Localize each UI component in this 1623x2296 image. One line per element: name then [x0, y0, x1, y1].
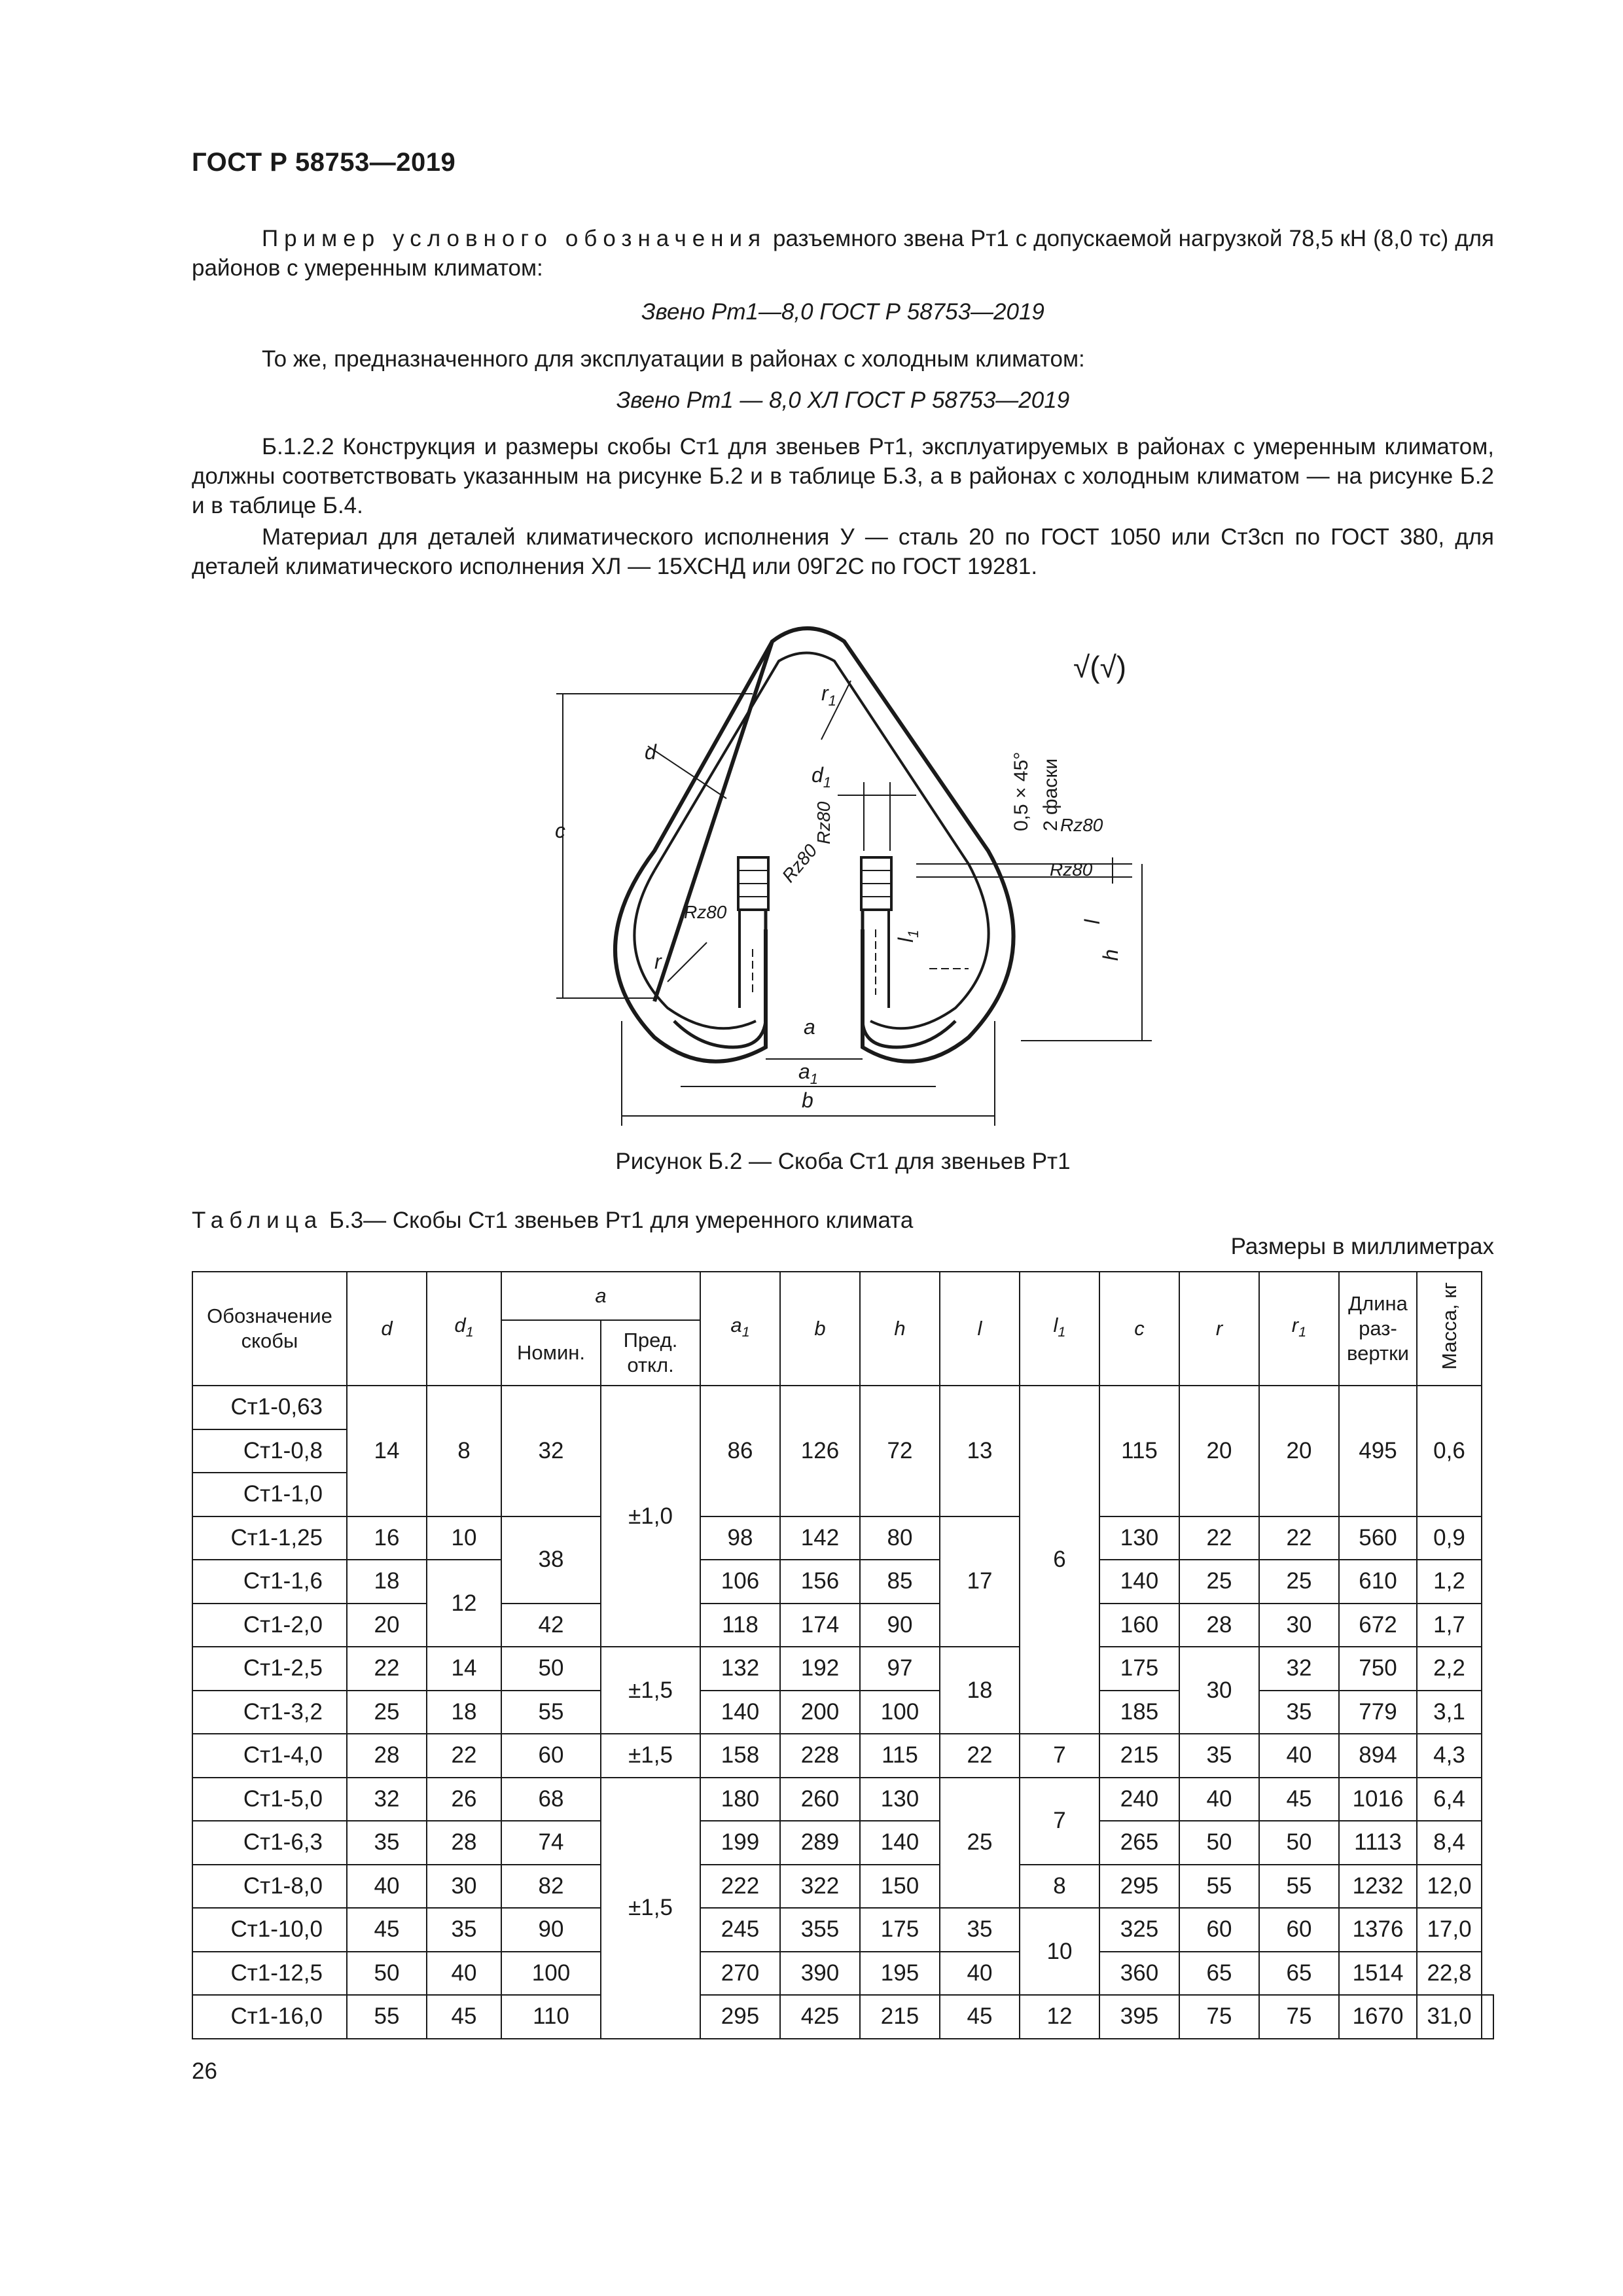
example-text: разъемного звена Рт1 с допускаемой нагрузкой 78,5 кН (8,0 тс) для районов с умеренным климатом: [192, 226, 1494, 281]
figure-caption: Рисунок Б.2 — Скоба Ст1 для звеньев Рт1 [615, 1149, 1071, 1174]
table-row: Ст1-10,0 45 35 90 245 355 175 35 10 325 60 60 1376 17,0 [192, 1908, 1493, 1952]
table-row: Ст1-6,3 35 28 74 199 289 140 265 50 50 1113 8,4 [192, 1821, 1493, 1865]
header-b: b [780, 1272, 860, 1386]
label-r: r [654, 950, 662, 973]
dim-d1 [838, 782, 916, 851]
dim-h [1021, 864, 1152, 1041]
header-designation: Обозначение скобы [192, 1272, 347, 1386]
label-h: h [1099, 949, 1122, 961]
rz-label-left: Rz80 [684, 902, 727, 922]
table-title [192, 1208, 913, 1234]
shackle-drawing [537, 609, 1191, 1145]
label-r1: $r_1$ [821, 681, 836, 709]
header-mass: Масса, кг [1417, 1272, 1482, 1386]
designation-example-1: Звено Рт1—8,0 ГОСТ Р 58753—2019 [641, 299, 1044, 325]
example-paragraph [192, 224, 1494, 283]
table-units: Размеры в миллиметрах [1230, 1234, 1494, 1259]
clause-b122: Б.1.2.2 Конструкция и размеры скобы Ст1 для звеньев Рт1, эксплуатируемых в районах с умеренным климатом, должны соответствовать указанным на рисунке Б.2 и в таблице Б.3, а в районах с холодным климатом — на рисунке Б.2 и в таблице Б.4. [192, 434, 1494, 518]
table-row: Ст1-5,0 32 26 68 ±1,5 180 260 130 25 7 240 40 45 1016 6,4 [192, 1778, 1493, 1821]
table-row: Ст1-1,25 16 10 38 98 142 80 17 130 22 22 560 0,9 [192, 1516, 1493, 1560]
rz-label-right: Rz80 [1050, 859, 1093, 880]
header-r1: $r_1$ [1259, 1272, 1339, 1386]
header-r: r [1179, 1272, 1259, 1386]
label-d1: $d_1$ [812, 763, 832, 791]
surface-roughness-mark: √(√) [1073, 650, 1127, 684]
header-a-nominal: Номин. [501, 1320, 601, 1386]
table-row: Ст1-0,63 14 8 32 ±1,0 86 126 72 13 6 115 20 20 495 0,6 [192, 1386, 1493, 1429]
rz-label-d1: Rz80 [813, 801, 834, 844]
header-l1: $l_1$ [1020, 1272, 1099, 1386]
label-a1: $a_1$ [798, 1060, 819, 1087]
material-paragraph: Материал для деталей климатического исполнения У — сталь 20 по ГОСТ 1050 или Ст3сп по ГОСТ 380, для деталей климатического исполнения ХЛ — 15ХСНД или 09Г2С по ГОСТ 19281. [192, 524, 1494, 579]
table-row: Ст1-16,0 55 45 110 295 425 215 45 12 395 75 75 1670 31,0 [192, 1995, 1493, 2039]
label-l1: $l_1$ [894, 929, 921, 942]
header-a1: $a_1$ [700, 1272, 780, 1386]
label-d: d [645, 740, 656, 764]
table-title-label: Таблица [192, 1208, 323, 1233]
rz-label-right-top: Rz80 [1060, 815, 1103, 835]
label-c: c [555, 819, 565, 842]
cold-climate-paragraph: То же, предназначенного для эксплуатации в районах с холодным климатом: [262, 346, 1085, 372]
label-b: b [802, 1088, 813, 1112]
table-title-text: Б.3— Скобы Ст1 звеньев Рт1 для умеренного климата [329, 1208, 914, 1233]
header-length: Длина раз-вертки [1339, 1272, 1417, 1386]
label-a: a [804, 1015, 815, 1039]
dimensions-table [192, 1271, 1494, 2039]
standard-header: ГОСТ Р 58753—2019 [192, 148, 456, 177]
table-row: Ст1-1,0 [192, 1473, 1493, 1516]
table-row: Ст1-4,0 28 22 60 ±1,5 158 228 115 22 7 215 35 40 894 4,3 [192, 1734, 1493, 1778]
table-row: Ст1-12,5 50 40 100 270 390 195 40 360 65 65 1514 22,8 [192, 1952, 1493, 1996]
header-d: d [347, 1272, 427, 1386]
example-label: Пример условного обозначения [262, 226, 767, 251]
rz-label-slant: Rz80 [777, 840, 821, 886]
table-row: Ст1-0,8 [192, 1429, 1493, 1473]
header-a-tolerance: Пред. откл. [601, 1320, 700, 1386]
table-row: Ст1-3,2 25 18 55 140 200 100 185 35 779 3,1 [192, 1691, 1493, 1734]
designation-example-2: Звено Рт1 — 8,0 ХЛ ГОСТ Р 58753—2019 [616, 387, 1070, 413]
dim-l [916, 857, 1132, 884]
table-row: Ст1-2,0 20 42 118 174 90 160 28 30 672 1,7 [192, 1604, 1493, 1647]
header-c: c [1099, 1272, 1179, 1386]
label-l: l [1080, 919, 1104, 924]
header-d1: $d_1$ [427, 1272, 501, 1386]
table-row: Ст1-8,0 40 30 82 222 322 150 8 295 55 55 1232 12,0 [192, 1865, 1493, 1909]
table-row: Ст1-1,6 18 12 106 156 85 140 25 25 610 1,2 [192, 1560, 1493, 1604]
header-h: h [860, 1272, 940, 1386]
page-number: 26 [192, 2058, 217, 2084]
chamfer-count-label: 2 фаски [1040, 758, 1061, 831]
table-row: Ст1-2,5 22 14 50 ±1,5 132 192 97 18 175 30 32 750 2,2 [192, 1647, 1493, 1691]
header-a: a [501, 1272, 700, 1320]
header-l: l [940, 1272, 1020, 1386]
chamfer-label: 0,5 × 45° [1010, 751, 1032, 831]
